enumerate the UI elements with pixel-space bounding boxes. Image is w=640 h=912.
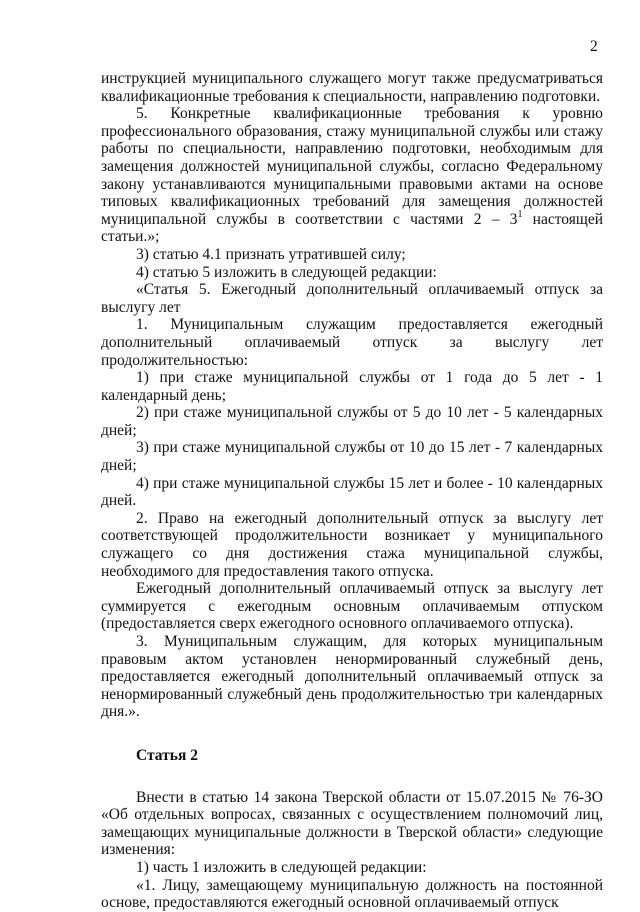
page-number: 2	[590, 38, 598, 55]
paragraph: «1. Лицу, замещающему муниципальную должность на постоянной основе, предоставляются ежегодный основной оплачиваемый отпуск	[101, 876, 603, 912]
paragraph: Ежегодный дополнительный оплачиваемый отпуск за выслугу лет суммируется с ежегодным основным оплачиваемым отпуском (предоставляется сверх ежегодного основного оплачиваемого отпуска).	[101, 580, 603, 633]
list-item: 3) при стаже муниципальной службы от 10 до 15 лет - 7 календарных дней;	[101, 439, 603, 475]
paragraph-item-5	[101, 105, 603, 246]
article-heading: Статья 2	[136, 746, 198, 764]
paragraph: 3) статью 4.1 признать утратившей силу;	[136, 245, 406, 263]
paragraph: 1. Муниципальным служащим предоставляется ежегодный дополнительный оплачиваемый отпуск за выслугу лет продолжительностью:	[101, 316, 603, 369]
superscript: 1	[517, 208, 523, 220]
paragraph: 2. Право на ежегодный дополнительный отпуск за выслугу лет соответствующей продолжительности возникает у муниципального служащего со дня достижения стажа муниципальной службы, необходимого для предоставления такого отпуска.	[101, 509, 603, 580]
paragraph-text-tail: настоящей статьи.»;	[101, 210, 603, 246]
paragraph: 3. Муниципальным служащим, для которых муниципальным правовым актом установлен ненормированный служебный день, предоставляется ежегодный дополнительный оплачиваемый отпуск за ненормированный служебный день продолжительностью три календарных дня.».	[101, 633, 603, 721]
list-item: 1) при стаже муниципальной службы от 1 года до 5 лет - 1 календарный день;	[101, 369, 603, 404]
list-item: 4) при стаже муниципальной службы 15 лет и более - 10 календарных дней.	[101, 474, 603, 510]
paragraph: Внести в статью 14 закона Тверской области от 15.07.2015 № 76-ЗО «Об отдельных вопросах, связанных с осуществлением полномочий лиц, замещающих муниципальные должности в Тверской области» следующие изменения:	[101, 788, 603, 859]
document-body	[101, 70, 603, 912]
paragraph: 1) часть 1 изложить в следующей редакции:	[136, 858, 427, 876]
article-5-title: «Статья 5. Ежегодный дополнительный оплачиваемый отпуск за выслугу лет	[101, 281, 603, 316]
paragraph-text: 5. Конкретные квалификационные требования к уровню профессионального образования, стажу муниципальной службы или стажу работы по специальности, направлению подготовки, необходимым для замещения должностей муниципальной службы, согласно Федеральному закону устанавливаются муниципальными правовыми актами на основе типовых квалификационных требований для замещения должностей муниципальной службы в соответствии с частями 2 – 3	[101, 105, 603, 228]
paragraph: инструкцией муниципального служащего могут также предусматриваться квалификационные требования к специальности, направлению подготовки.	[101, 70, 603, 105]
list-item: 2) при стаже муниципальной службы от 5 до 10 лет - 5 календарных дней;	[101, 404, 603, 439]
paragraph: 4) статью 5 изложить в следующей редакции:	[136, 263, 437, 281]
